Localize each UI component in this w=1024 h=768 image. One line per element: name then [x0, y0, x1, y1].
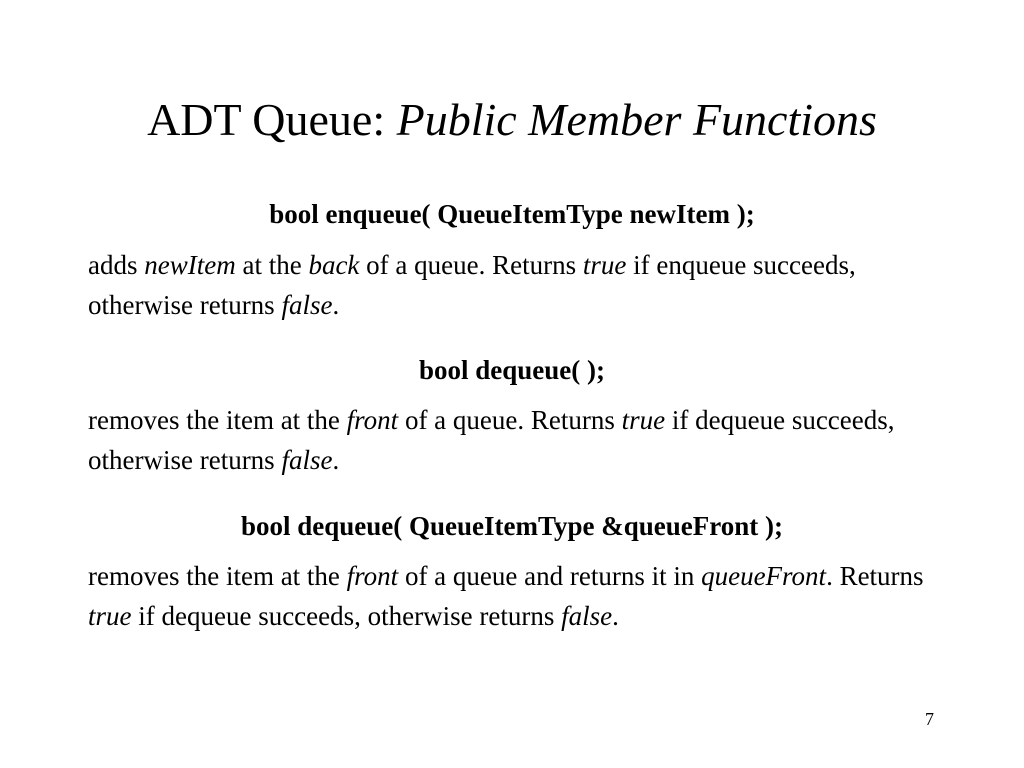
description-text: if enqueue succeeds, otherwise returns: [88, 250, 856, 320]
description-text: of a queue. Returns: [398, 405, 622, 435]
description-text: if dequeue succeeds, otherwise returns: [88, 405, 895, 475]
description-text: at the: [235, 250, 309, 280]
enqueue-signature: bool enqueue( QueueItemType newItem );: [269, 199, 755, 229]
enqueue-description: [88, 245, 958, 325]
description-text: of a queue. Returns: [359, 250, 583, 280]
emphasis-term: true: [621, 405, 666, 435]
slide-title: [0, 90, 1024, 150]
description-text: .: [332, 290, 340, 320]
title-prefix: ADT Queue:: [147, 94, 397, 145]
description-text: .: [612, 601, 619, 631]
emphasis-term: front: [346, 561, 399, 591]
description-text: removes the item at the: [88, 405, 347, 435]
emphasis-term: true: [582, 250, 627, 280]
description-text: . Returns: [826, 561, 924, 591]
dequeue-front-signature: bool dequeue( QueueItemType &queueFront );: [241, 511, 783, 541]
emphasis-term: true: [88, 601, 132, 631]
dequeue-signature: bool dequeue( );: [418, 355, 605, 385]
description-text: removes the item at the: [88, 561, 347, 591]
description-text: if dequeue succeeds, otherwise returns: [131, 601, 562, 631]
description-text: .: [332, 445, 340, 475]
description-text: adds: [88, 250, 145, 280]
emphasis-term: newItem: [144, 250, 236, 280]
emphasis-term: false: [561, 601, 613, 631]
title-emphasis: Public Member Functions: [396, 94, 877, 145]
dequeue-description: [88, 400, 958, 480]
emphasis-term: queueFront: [701, 561, 827, 591]
dequeue-front-description: [88, 556, 958, 636]
emphasis-term: false: [281, 445, 333, 475]
emphasis-term: false: [281, 290, 333, 320]
page-number: 7: [925, 709, 934, 729]
emphasis-term: back: [308, 250, 360, 280]
emphasis-term: front: [346, 405, 399, 435]
description-text: of a queue and returns it in: [398, 561, 702, 591]
